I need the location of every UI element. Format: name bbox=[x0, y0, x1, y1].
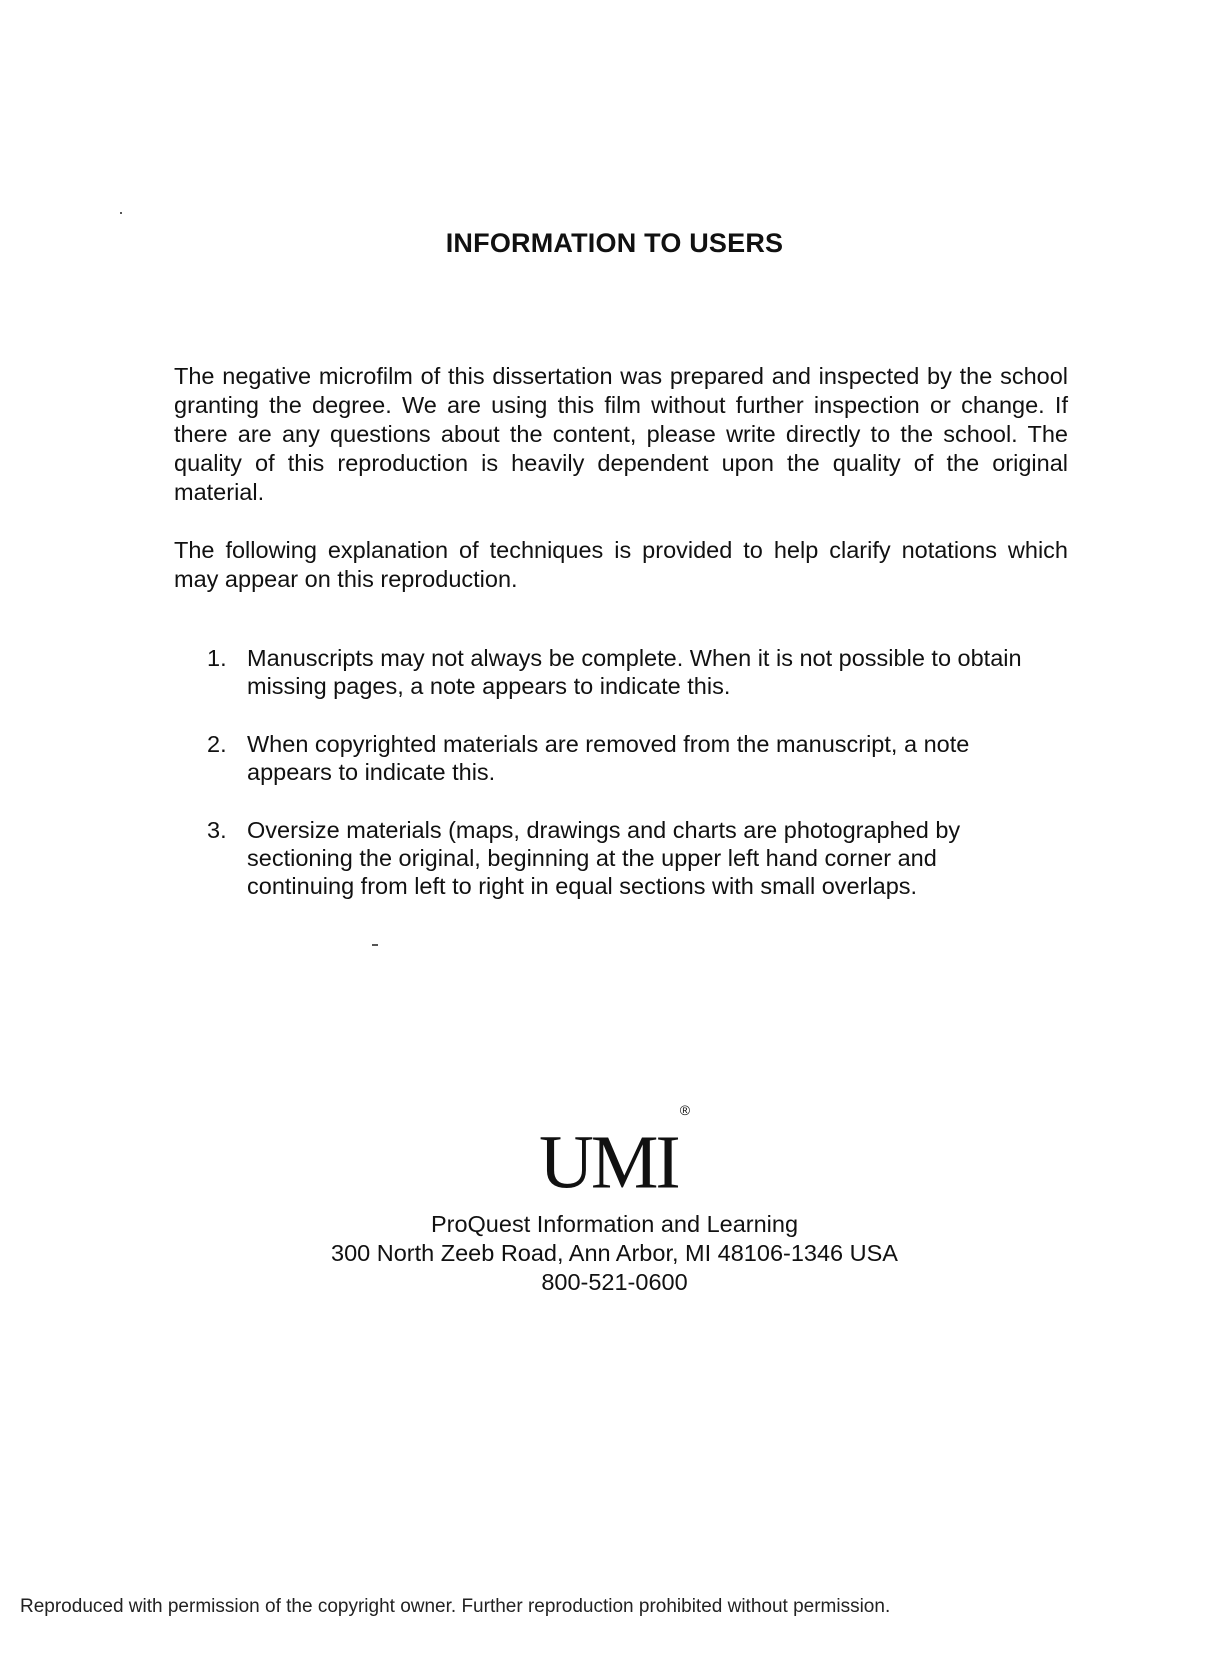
page-title: INFORMATION TO USERS bbox=[445, 228, 784, 258]
explanation-paragraph: The following explanation of techniques is provided to help clarify notations which may appear on this reproduction. bbox=[174, 537, 1068, 592]
intro-paragraph: The negative microfilm of this dissertation was prepared and inspected by the school granting the degree. We are using this film without further inspection or change. If there are any questions about the content, please write directly to the school. The quality of this reproduction is heavily dependent upon the quality of the original material. bbox=[174, 363, 1068, 505]
publisher-address: 300 North Zeeb Road, Ann Arbor, MI 48106-1346 USA bbox=[331, 1240, 898, 1266]
logo-text: UMI bbox=[538, 1120, 678, 1205]
registered-mark-icon: ® bbox=[679, 1102, 691, 1118]
list-item bbox=[207, 816, 1027, 900]
publisher-name: ProQuest Information and Learning bbox=[430, 1211, 799, 1237]
list-item-number: 2. bbox=[207, 731, 227, 757]
list-item-text: When copyrighted materials are removed from the manuscript, a note appears to indicate this. bbox=[247, 731, 970, 785]
umi-logo bbox=[0, 1102, 1229, 1205]
scan-speck bbox=[372, 944, 378, 946]
list-item-text: Oversize materials (maps, drawings and charts are photographed by sectioning the original, beginning at the upper left hand corner and continuing from left to right in equal sections with small overlaps. bbox=[247, 817, 961, 899]
scan-speck bbox=[120, 212, 122, 214]
list-item-text: Manuscripts may not always be complete. When it is not possible to obtain missing pages, a note appears to indicate this. bbox=[247, 645, 1022, 699]
list-item bbox=[207, 644, 1027, 700]
list-item-number: 3. bbox=[207, 817, 227, 843]
list-item-number: 1. bbox=[207, 645, 227, 671]
publisher-phone: 800-521-0600 bbox=[541, 1269, 688, 1295]
copyright-footer: Reproduced with permission of the copyright owner. Further reproduction prohibited without permission. bbox=[20, 1596, 891, 1617]
list-item bbox=[207, 730, 1027, 786]
